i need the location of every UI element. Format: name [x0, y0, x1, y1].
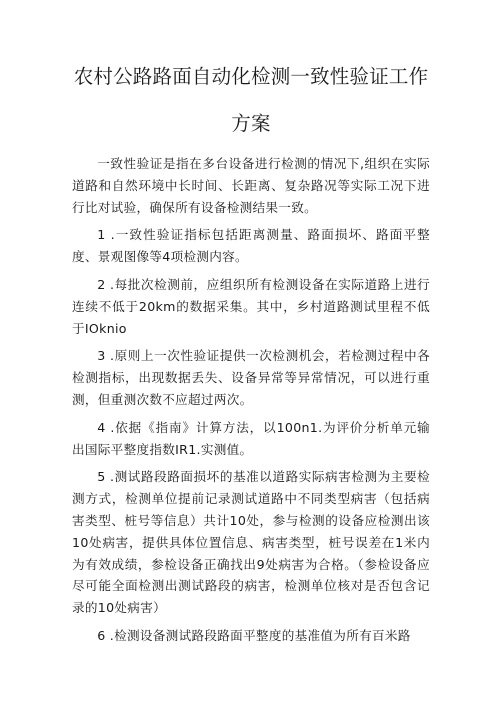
paragraph-item-5: 5 .测试路段路面损坏的基准以道路实际病害检测为主要检测方式，检测单位提前记录测试道路中不同类型病害（包括病害类型、桩号等信息）共计10处，参与检测的设备应检测出该10处病害，提供具体位置信息、病害类型，桩号误差在1米内为有效成绩，参检设备正确找出9处病害为合格。（参检设备应尽可能全面检测出测试路段的病害，检测单位核对是否包含记录的10处病害）	[72, 469, 430, 616]
paragraph-item-6: 6 .检测设备测试路段路面平整度的基准值为所有百米路	[97, 627, 411, 643]
paragraph-item-4: 4 .依据《指南》计算方法，以100n1.为评价分析单元输出国际平整度指数IR1.实测值。	[72, 419, 430, 457]
paragraph-item-1: 1 .一致性验证指标包括距离测量、路面损坏、路面平整度、景观图像等4项检测内容。	[72, 227, 430, 265]
document-body	[72, 153, 430, 647]
document-title	[72, 66, 430, 135]
title-line-2: 方案	[231, 112, 271, 135]
paragraph-item-3: 3 .原则上一次性验证提供一次检测机会，若检测过程中各检测指标，出现数据丢失、设备异常等异常情况，可以进行重测，但重测次数不应超过两次。	[72, 348, 430, 407]
paragraph-item-2: 2 .每批次检测前，应组织所有检测设备在实际道路上进行连续不低于20km的数据采集。其中，乡村道路测试里程不低于IOknio	[72, 276, 430, 336]
title-line-1: 农村公路路面自动化检测一致性验证工作	[73, 65, 429, 88]
paragraph-intro: 一致性验证是指在多台设备进行检测的情况下,组织在实际道路和自然环境中长时间、长距离、复杂路况等实际工况下进行比对试验，确保所有设备检测结果一致。	[72, 156, 430, 215]
